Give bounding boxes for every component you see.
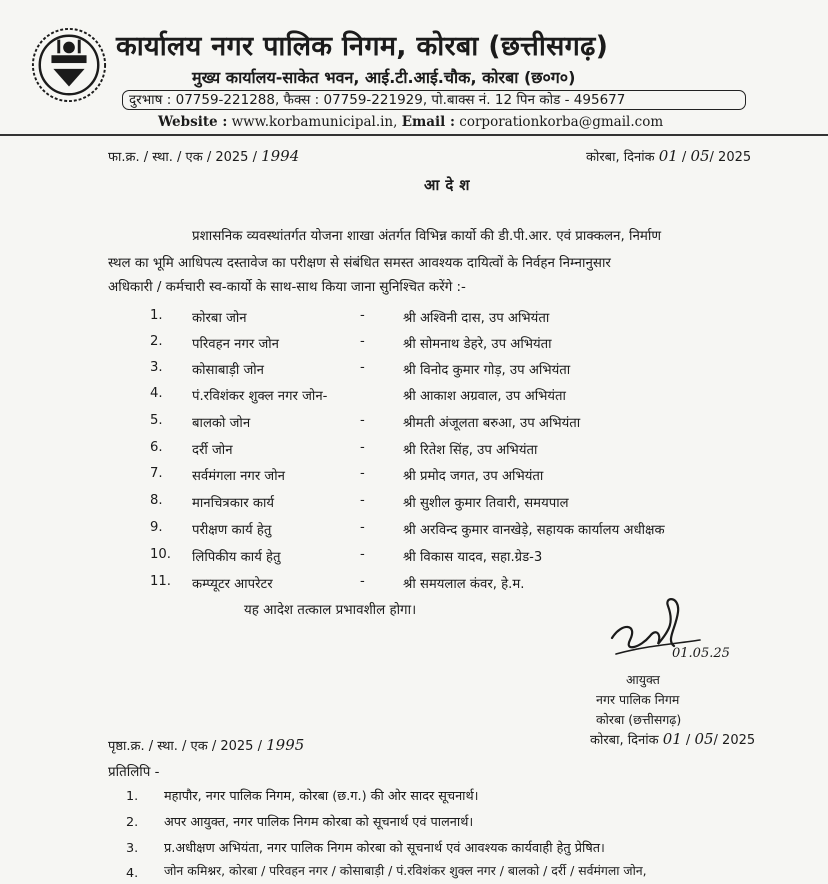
copy-item-num: 3. [126,841,139,856]
website-link[interactable]: www.korbamunicipal.in, [231,114,398,130]
date-prefix: कोरबा, दिनांक [586,150,655,165]
list-item-num: 7. [150,466,163,481]
list-item-officer: श्री समयलाल कंवर, हे.म. [403,577,525,592]
list-item-officer: श्री आकाश अग्रवाल, उप अभियंता [403,389,566,404]
copy-item-num: 4. [126,866,139,881]
copy-date-month: 05 [694,730,714,748]
list-item-zone: कम्प्यूटर आपरेटर [192,577,273,592]
list-item-num: 3. [150,360,163,375]
effect-statement: यह आदेश तत्काल प्रभावशील होगा। [244,603,417,618]
contact-details: दुरभाष : 07759-221288, फैक्स : 07759-221929, पो.बाक्स नं. 12 पिन कोड - 495677 [129,92,626,108]
list-item-officer: श्री अरविन्द कुमार वानखेड़े, सहायक कार्यालय अधीक्षक [403,523,665,538]
list-item-num: 4. [150,386,163,401]
list-item-zone: लिपिकीय कार्य हेतु [192,550,281,565]
list-item-dash: - [360,413,365,428]
email-link[interactable]: corporationkorba@gmail.com [459,114,664,130]
website-line [158,114,663,130]
file-number: फा.क्र. / स्था. / एक / 2025 / [108,150,257,165]
list-item-num: 2. [150,334,163,349]
office-title: कार्यालय नगर पालिक निगम, कोरबा (छत्तीसगढ़) [116,31,609,62]
email-label: Email : [401,114,455,130]
order-date: कोरबा, दिनांक 01 / 05/ 2025 [586,147,752,165]
list-item-zone: परिवहन नगर जोन [192,337,279,352]
signatory-designation: आयुक्त [626,672,660,687]
list-item-zone: कोरबा जोन [192,311,247,326]
handwritten-number: 1994 [261,147,300,165]
copy-item-text: महापौर, नगर पालिक निगम, कोरबा (छ.ग.) की ओर सादर सूचनार्थ। [164,789,479,804]
list-item-num: 8. [150,493,163,508]
intro-line-3: अधिकारी / कर्मचारी स्व-कार्यो के साथ-साथ किया जाना सुनिश्चित करेंगे :- [108,280,466,295]
list-item-officer: श्री अश्विनी दास, उप अभियंता [403,311,550,326]
list-item-dash: - [360,466,365,481]
date-day: 01 [658,147,678,165]
signatory-organization: नगर पालिक निगम [596,692,680,707]
list-item-zone: बालको जोन [192,416,251,431]
korba-municipal-emblem-icon [30,26,108,104]
list-item-dash: - [360,360,365,375]
copy-date-prefix: कोरबा, दिनांक [590,733,659,748]
list-item-num: 1. [150,308,163,323]
list-item-zone: मानचित्रकार कार्य [192,496,275,511]
list-item-zone: दर्री जोन [192,443,233,458]
copy-item-num: 1. [126,789,139,804]
list-item-dash: - [360,547,365,562]
signature-date: 01.05.25 [672,646,730,661]
list-item-num: 10. [150,547,171,562]
list-item-officer: श्री विनोद कुमार गोड़, उप अभियंता [403,363,571,378]
date-year: / 2025 [709,150,752,165]
list-item-zone: पं.रविशंकर शुक्ल नगर जोन- [192,389,328,404]
website-label: Website : [158,114,228,130]
list-item-officer: श्री सुशील कुमार तिवारी, समयपाल [403,496,569,511]
office-address: मुख्य कार्यालय-साकेत भवन, आई.टी.आई.चौक, कोरबा (छ०ग०) [192,68,576,87]
list-item-num: 6. [150,440,163,455]
date-month: 05 [690,147,710,165]
handwritten-signature-icon [604,594,734,674]
list-item-dash: - [360,334,365,349]
copy-item-text: प्र.अधीक्षण अभियंता, नगर पालिक निगम कोरबा को सूचनार्थ एवं आवश्यक कार्यवाही हेतु प्रेषित। [164,841,605,856]
copy-item-text: जोन कमिश्नर, कोरबा / परिवहन नगर / कोसाबाड़ी / पं.रविशंकर शुक्ल नगर / बालको / दर्री / सर्वमंगला जोन, [164,863,647,878]
header-divider [0,134,828,136]
copy-date-year: / 2025 [713,733,756,748]
list-item-officer: श्री रितेश सिंह, उप अभियंता [403,443,538,458]
signatory-place: कोरबा (छत्तीसगढ़) [596,712,682,727]
list-item-zone: सर्वमंगला नगर जोन [192,469,285,484]
list-item-officer: श्री सोमनाथ डेहरे, उप अभियंता [403,337,552,352]
list-item-dash: - [360,520,365,535]
copy-handwritten-number: 1995 [266,736,305,754]
list-item-officer: श्री विकास यादव, सहा.ग्रेड-3 [403,550,543,565]
copy-item-text: अपर आयुक्त, नगर पालिक निगम कोरबा को सूचनार्थ एवं पालनार्थ। [164,815,474,830]
intro-line-1: प्रशासनिक व्यवस्थांतर्गत योजना शाखा अंतर्गत विभिन्न कार्यो की डी.पी.आर. एवं प्राक्कलन, निर्माण [192,229,662,244]
list-item-dash: - [360,493,365,508]
list-item-num: 5. [150,413,163,428]
list-item-dash: - [360,440,365,455]
intro-line-2: स्थल का भूमि आधिपत्य दस्तावेज का परीक्षण से संबंधित समस्त आवश्यक दायित्वों के निर्वहन निम्नानुसार [108,256,611,271]
list-item-dash: - [360,308,365,323]
copy-reference [108,736,304,754]
contact-box [122,90,746,110]
list-item-num: 9. [150,520,163,535]
copy-date: कोरबा, दिनांक 01 / 05/ 2025 [590,730,756,748]
order-heading: आदेश [424,176,476,194]
copy-heading: प्रतिलिपि - [108,765,160,780]
copy-item-num: 2. [126,815,139,830]
copy-date-day: 01 [662,730,682,748]
list-item-num: 11. [150,574,171,589]
list-item-zone: कोसाबाड़ी जोन [192,363,265,378]
file-reference [108,147,299,165]
list-item-zone: परीक्षण कार्य हेतु [192,523,272,538]
list-item-dash: - [360,574,365,589]
list-item-officer: श्रीमती अंजूलता बरुआ, उप अभियंता [403,416,581,431]
list-item-officer: श्री प्रमोद जगत, उप अभियंता [403,469,544,484]
copy-file-number: पृष्ठा.क्र. / स्था. / एक / 2025 / [108,739,262,754]
